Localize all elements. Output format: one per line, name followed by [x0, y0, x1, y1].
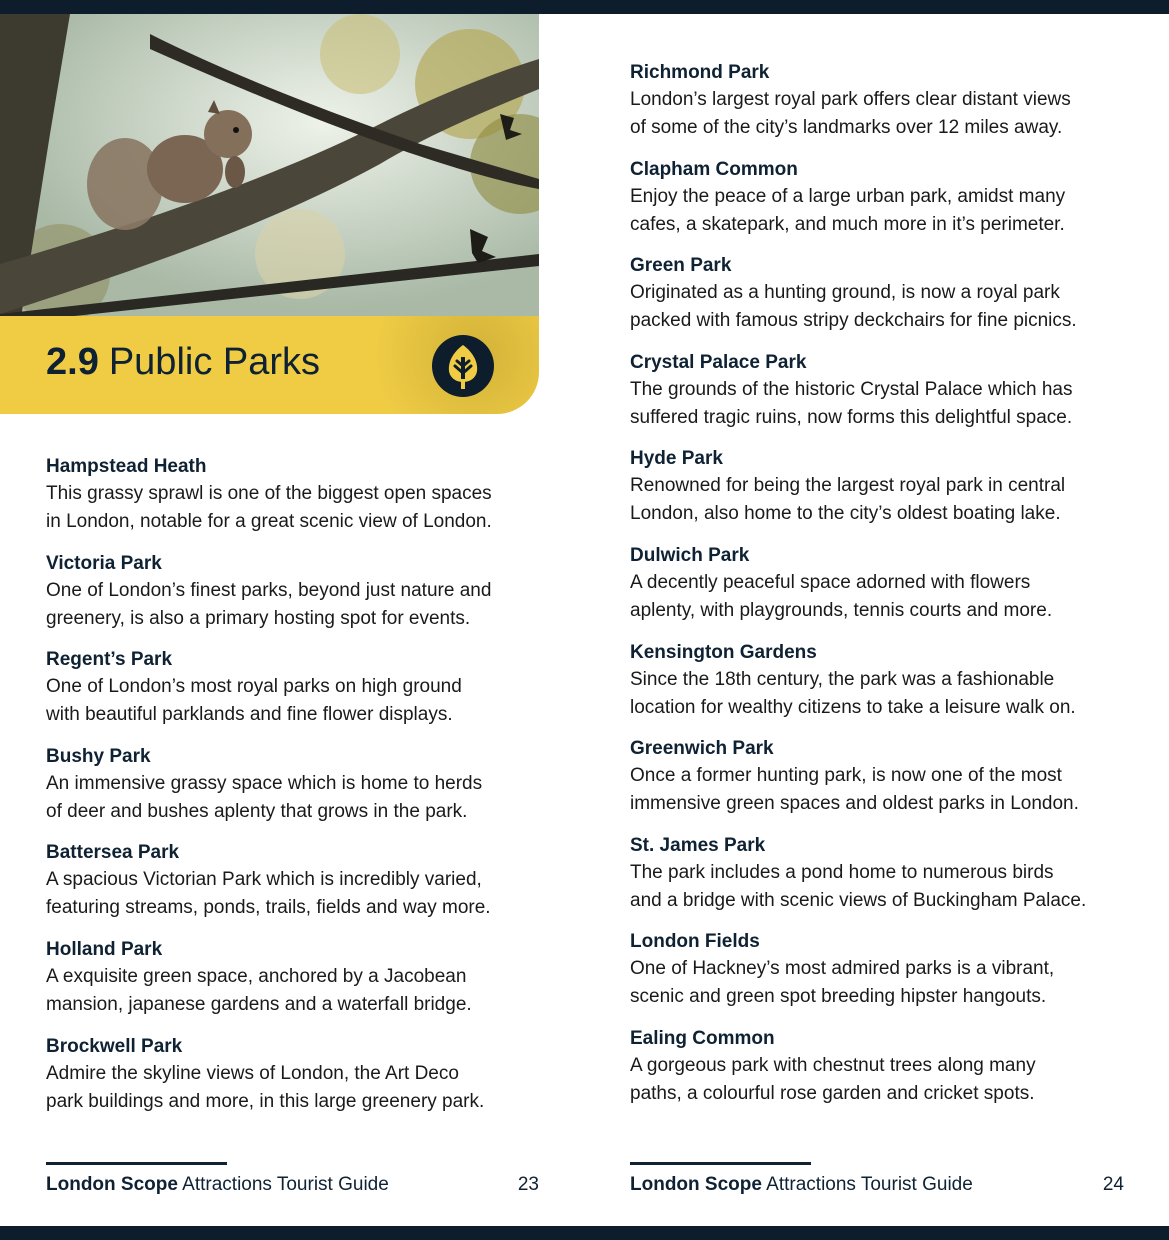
park-name: Victoria Park — [46, 552, 162, 574]
park-description-line: featuring streams, ponds, trails, fields and way more. — [46, 897, 491, 919]
park-description-line: park buildings and more, in this large greenery park. — [46, 1090, 485, 1112]
park-name: Battersea Park — [46, 842, 180, 864]
park-entry — [630, 350, 1140, 432]
park-description-line: Originated as a hunting ground, is now a royal park — [630, 282, 1060, 304]
park-entry — [630, 157, 1140, 239]
park-entry — [46, 454, 546, 536]
park-description-line: greenery, is also a primary hosting spot for events. — [46, 607, 471, 629]
page-number: 24 — [1102, 1174, 1124, 1195]
park-description-line: packed with famous stripy deckchairs for fine picnics. — [630, 310, 1077, 332]
bottom-band — [0, 1226, 1169, 1240]
park-description-line: scenic and green spot breeding hipster hangouts. — [630, 986, 1047, 1008]
park-description-line: The park includes a pond home to numerous birds — [630, 861, 1054, 883]
park-description-line: mansion, japanese gardens and a waterfall bridge. — [46, 993, 472, 1015]
park-list-right — [630, 60, 1140, 1123]
park-description-line: with beautiful parklands and fine flower displays. — [46, 704, 453, 726]
park-description-line: London, also home to the city’s oldest boating lake. — [630, 503, 1061, 525]
chapter-title-text: Public Parks — [108, 341, 321, 383]
park-description-line: One of London’s most royal parks on high ground — [46, 676, 462, 698]
park-description-line: A gorgeous park with chestnut trees along many — [630, 1054, 1036, 1076]
park-name: Holland Park — [46, 938, 163, 960]
park-name: Greenwich Park — [630, 738, 774, 760]
park-name: Hyde Park — [630, 448, 723, 470]
footer-rule — [630, 1162, 811, 1165]
park-entry — [630, 60, 1140, 142]
right-page — [585, 14, 1169, 1226]
park-description-line: A decently peaceful space adorned with flowers — [630, 571, 1031, 593]
page-number: 23 — [517, 1174, 539, 1195]
park-name: Dulwich Park — [630, 544, 750, 566]
park-description-line: and a bridge with scenic views of Buckingham Palace. — [630, 889, 1087, 911]
top-band — [0, 0, 1169, 14]
park-entry — [630, 543, 1140, 625]
park-entry — [630, 640, 1140, 722]
park-description-line: A exquisite green space, anchored by a Jacobean — [46, 965, 467, 987]
footer-brand: London Scope — [46, 1174, 178, 1195]
park-entry — [46, 551, 546, 633]
footer-rule — [46, 1162, 227, 1165]
park-entry — [630, 1026, 1140, 1108]
park-description-line: paths, a colourful rose garden and cricket spots. — [630, 1082, 1035, 1104]
park-description-line: location for wealthy citizens to take a leisure walk on. — [630, 696, 1076, 718]
park-description-line: Renowned for being the largest royal park in central — [630, 475, 1066, 497]
park-description-line: in London, notable for a great scenic view of London. — [46, 511, 492, 532]
park-description-line: of deer and bushes aplenty that grows in the park. — [46, 800, 468, 822]
park-description-line: London’s largest royal park offers clear distant views — [630, 89, 1071, 110]
park-description-line: One of Hackney’s most admired parks is a vibrant, — [630, 958, 1055, 980]
chapter-title — [46, 340, 320, 384]
park-name: Clapham Common — [630, 158, 798, 180]
park-entry — [46, 647, 546, 729]
park-description-line: Since the 18th century, the park was a fashionable — [630, 668, 1055, 690]
park-name: Green Park — [630, 255, 732, 277]
park-description-line: immensive green spaces and oldest parks in London. — [630, 793, 1079, 815]
park-list-left — [46, 454, 546, 1130]
park-entry — [630, 446, 1140, 528]
park-name: Brockwell Park — [46, 1035, 183, 1057]
park-entry — [46, 744, 546, 826]
park-description-line: Once a former hunting park, is now one of the most — [630, 765, 1062, 787]
park-entry — [46, 937, 546, 1019]
park-description-line: One of London’s finest parks, beyond just nature and — [46, 579, 492, 601]
tree-icon — [432, 335, 494, 397]
park-description-line: Enjoy the peace of a large urban park, amidst many — [630, 185, 1066, 207]
park-name: Kensington Gardens — [630, 641, 817, 663]
park-description-line: A spacious Victorian Park which is incredibly varied, — [46, 869, 482, 891]
footer-brand: London Scope — [630, 1174, 762, 1195]
park-entry — [630, 736, 1140, 818]
park-name: Regent’s Park — [46, 649, 173, 671]
park-name: Ealing Common — [630, 1027, 775, 1049]
park-name: Bushy Park — [46, 745, 151, 767]
park-entry — [46, 840, 546, 922]
park-name: Richmond Park — [630, 62, 770, 83]
park-description-line: cafes, a skatepark, and much more in it’s perimeter. — [630, 213, 1065, 235]
park-entry — [630, 833, 1140, 915]
park-description-line: This grassy sprawl is one of the biggest open spaces — [46, 483, 492, 504]
park-description-line: aplenty, with playgrounds, tennis courts and more. — [630, 599, 1053, 621]
footer-right — [630, 1173, 973, 1197]
squirrel-photo — [0, 14, 539, 324]
footer-subtitle: Attractions Tourist Guide — [182, 1174, 389, 1195]
park-entry — [630, 929, 1140, 1011]
park-description-line: of some of the city’s landmarks over 12 miles away. — [630, 117, 1063, 138]
chapter-number: 2.9 — [46, 341, 99, 383]
park-description-line: suffered tragic ruins, now forms this delightful space. — [630, 406, 1073, 428]
footer-subtitle: Attractions Tourist Guide — [766, 1174, 973, 1195]
park-name: London Fields — [630, 931, 760, 953]
park-entry — [46, 1034, 546, 1116]
footer-left — [46, 1173, 389, 1197]
park-description-line: An immensive grassy space which is home to herds — [46, 772, 483, 794]
park-description-line: The grounds of the historic Crystal Palace which has — [630, 378, 1073, 400]
park-entry — [630, 253, 1140, 335]
park-description-line: Admire the skyline views of London, the Art Deco — [46, 1062, 459, 1084]
park-name: Hampstead Heath — [46, 456, 207, 477]
park-name: Crystal Palace Park — [630, 351, 807, 373]
left-page — [0, 14, 584, 1226]
park-name: St. James Park — [630, 834, 766, 856]
